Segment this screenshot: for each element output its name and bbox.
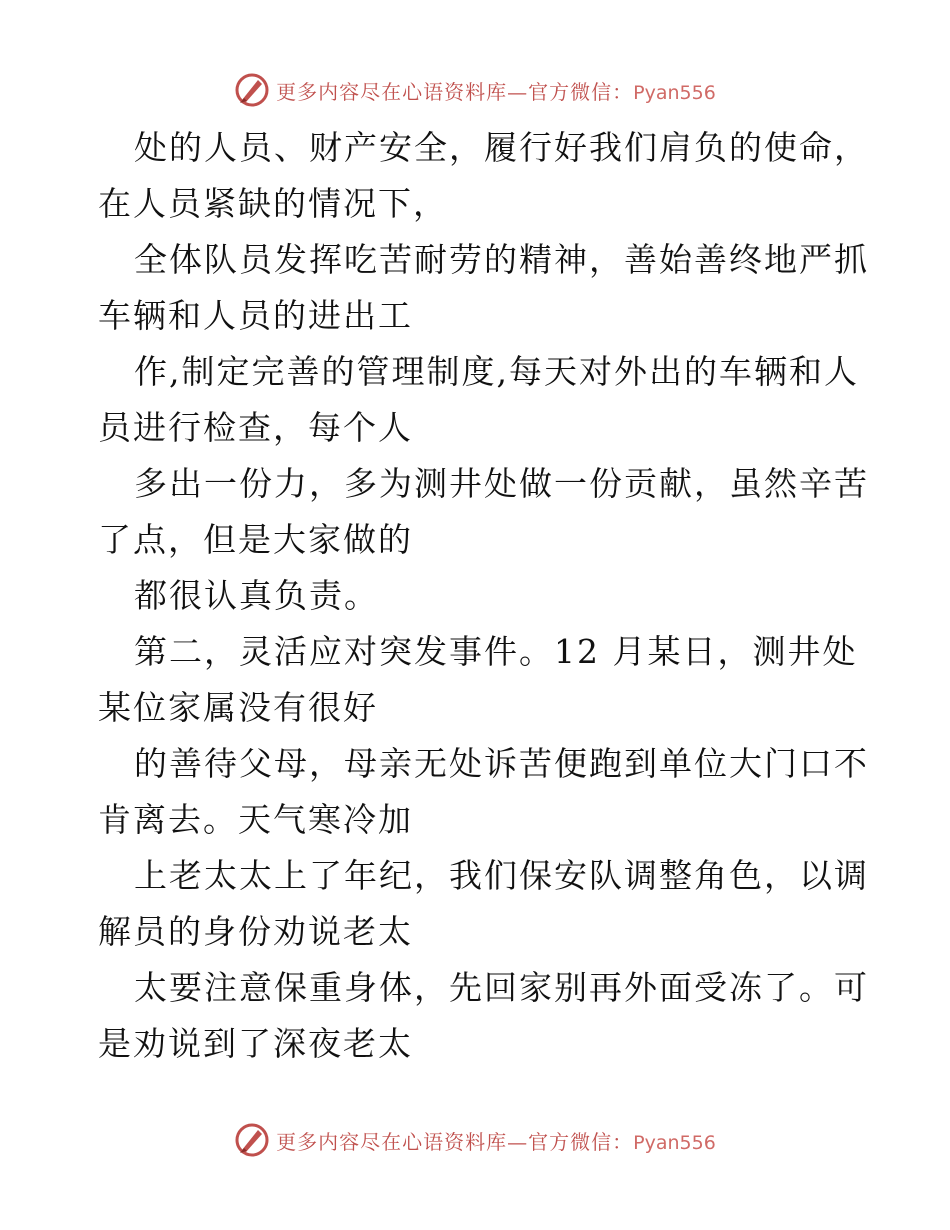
- text-line: 是劝说到了深夜老太: [98, 1024, 413, 1063]
- text-line: 了点，但是大家做的: [98, 520, 413, 559]
- text-line: 某位家属没有很好: [98, 688, 378, 727]
- text-line: 的善待父母，母亲无处诉苦便跑到单位大门口不: [134, 744, 869, 783]
- text-line: 车辆和人员的进出工: [98, 296, 413, 335]
- text-line: 处的人员、财产安全，履行好我们肩负的使命，: [134, 128, 869, 167]
- text-line: 全体队员发挥吃苦耐劳的精神，善始善终地严抓: [134, 240, 869, 279]
- header-watermark: [0, 68, 950, 112]
- text-line: 上老太太上了年纪，我们保安队调整角色，以调: [134, 856, 869, 895]
- text-line: 肯离去。天气寒冷加: [98, 800, 413, 839]
- watermark-text: 更多内容尽在心语资料库—官方微信：Pyan556: [276, 1129, 716, 1154]
- text-line: 在人员紧缺的情况下，: [98, 184, 448, 223]
- text-line: 都很认真负责。: [134, 576, 379, 615]
- pen-logo-icon: [234, 72, 270, 108]
- document-body: [98, 120, 869, 1072]
- text-line: 作,制定完善的管理制度,每天对外出的车辆和人: [134, 352, 859, 391]
- text-line: 员进行检查，每个人: [98, 408, 413, 447]
- footer-watermark: [0, 1118, 950, 1162]
- pen-logo-icon: [234, 1122, 270, 1158]
- watermark-text: 更多内容尽在心语资料库—官方微信：Pyan556: [276, 79, 716, 104]
- text-line: 第二，灵活应对突发事件。12 月某日，测井处: [134, 632, 858, 671]
- text-line: 解员的身份劝说老太: [98, 912, 413, 951]
- text-line: 太要注意保重身体，先回家别再外面受冻了。可: [134, 968, 869, 1007]
- text-line: 多出一份力，多为测井处做一份贡献，虽然辛苦: [134, 464, 869, 503]
